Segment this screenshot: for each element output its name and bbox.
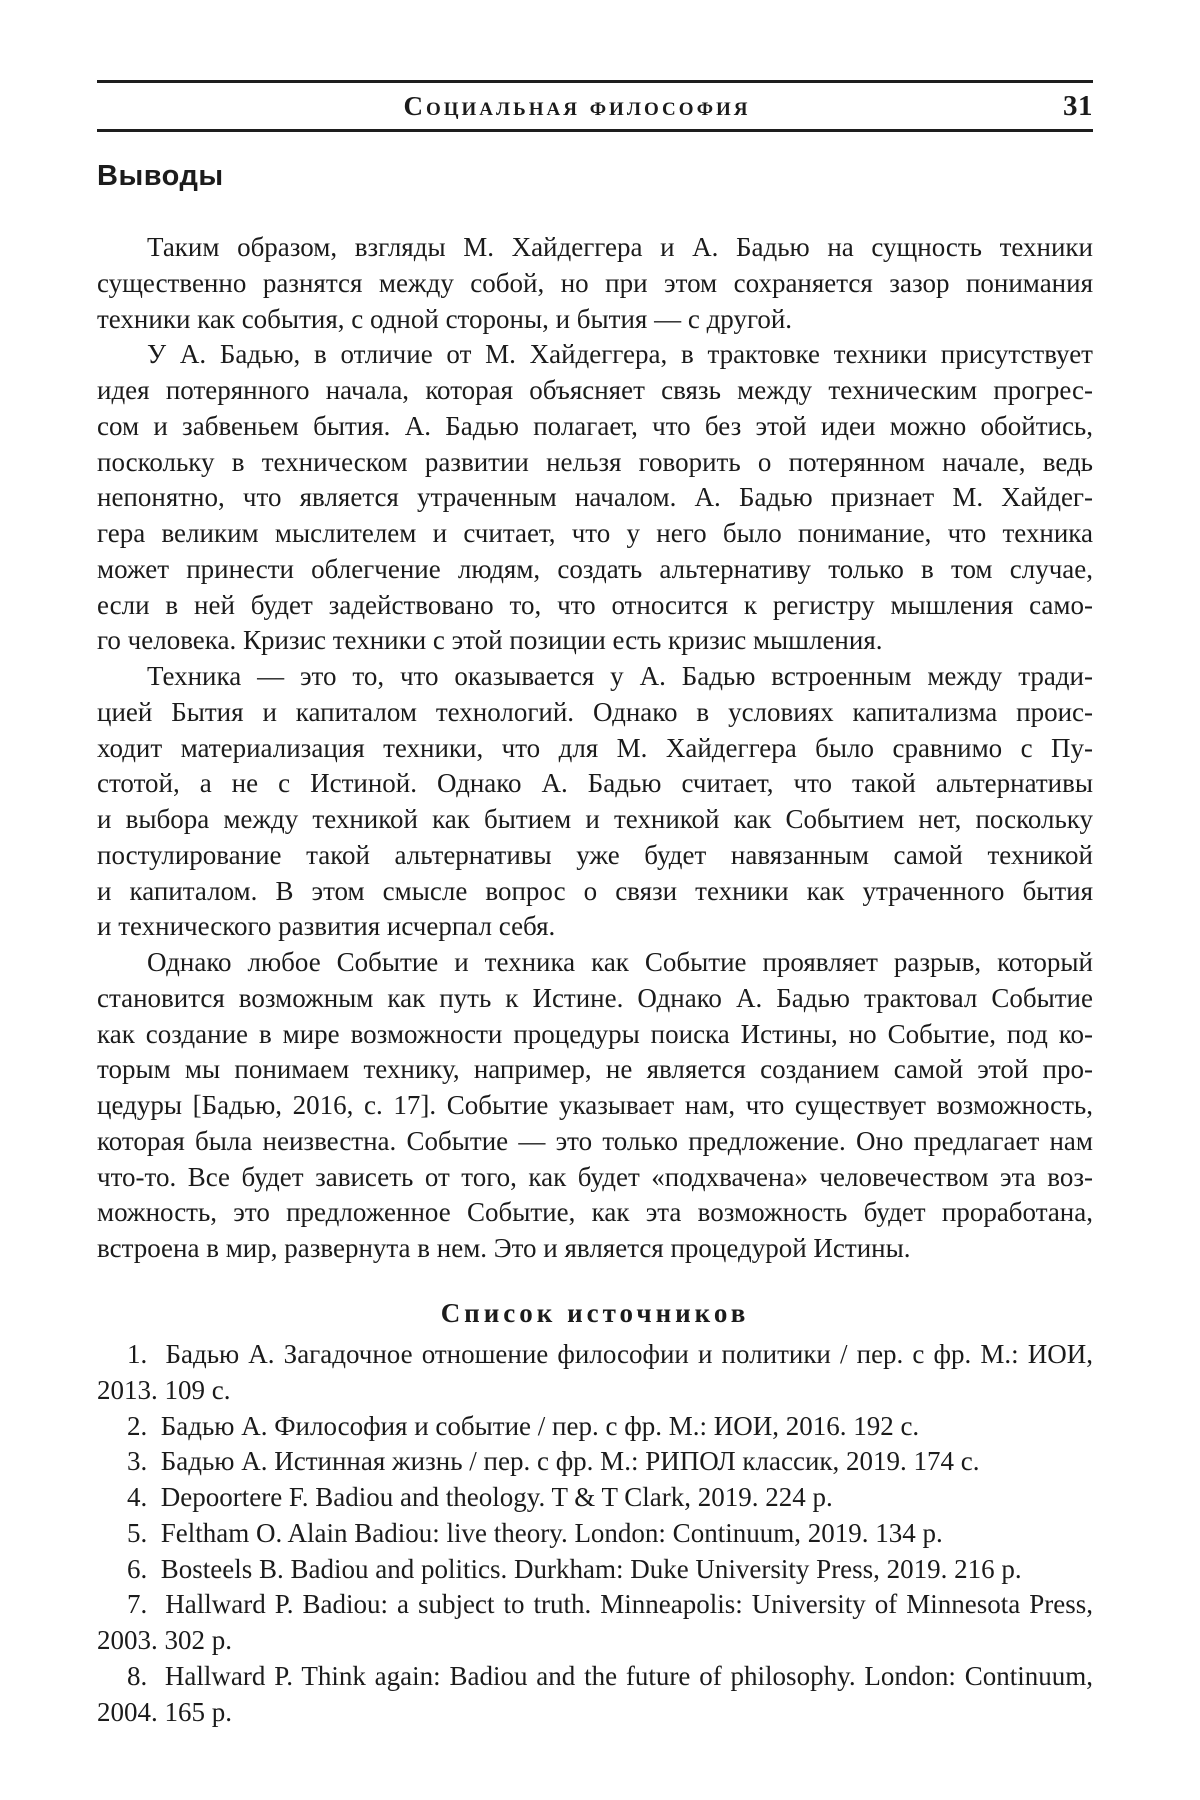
text-line: 5. Feltham O. Alain Badiou: live theory. London: Continuum, 2019. 134 p.: [127, 1517, 943, 1548]
running-head: [97, 88, 1093, 124]
text-line: существенно разнятся между собой, но при этом сохраняется зазор понимания: [97, 267, 1093, 298]
text-line: Техника — это то, что оказывается у А. Бадью встроенным между тради-: [147, 661, 1093, 691]
text-line: и технического развития исчерпал себя.: [97, 911, 556, 942]
text-line: может принести облегчение людям, создать альтернативу только в том случае,: [97, 553, 1093, 584]
text-line: У А. Бадью, в отличие от М. Хайдеггера, в трактовке техники присутствует: [147, 339, 1093, 370]
text-line: Однако любое Событие и техника как Событие проявляет разрыв, который: [147, 947, 1093, 977]
text-line: Таким образом, взгляды М. Хайдеггера и А. Бадью на сущность техники: [147, 232, 1093, 262]
text-line: если в ней будет задействовано то, что относится к регистру мышления само-: [97, 589, 1093, 620]
section-title: Социальная философия: [403, 91, 751, 121]
text-line: 1. Бадью А. Загадочное отношение философии и политики / пер. с фр. М.: ИОИ,: [127, 1339, 1093, 1369]
paragraph: [97, 230, 1093, 337]
paragraph: [97, 659, 1093, 945]
text-line: 2013. 109 с.: [97, 1374, 231, 1405]
text-line: цедуры [Бадью, 2016, с. 17]. Событие указывает нам, что существует возможность,: [97, 1090, 1093, 1120]
reference-item: [97, 1659, 1093, 1731]
text-line: 2. Бадью А. Философия и событие / пер. с фр. М.: ИОИ, 2016. 192 с.: [127, 1410, 920, 1441]
paragraph: [97, 945, 1093, 1267]
text-line: гера великим мыслителем и считает, что у него было понимание, что техника: [97, 518, 1093, 548]
reference-item: [97, 1587, 1093, 1659]
reference-item: [97, 1444, 1093, 1480]
text-line: 2004. 165 p.: [97, 1696, 232, 1727]
reference-item: [97, 1552, 1093, 1588]
page-number: 31: [1063, 90, 1093, 122]
text-line: 6. Bosteels B. Badiou and politics. Durkham: Duke University Press, 2019. 216 p.: [127, 1553, 1022, 1584]
reference-item: [97, 1516, 1093, 1552]
text-line: 7. Hallward P. Badiou: a subject to truth. Minneapolis: University of Minnesota Press,: [127, 1589, 1093, 1620]
text-line: го человека. Кризис техники с этой позиции есть кризис мышления.: [97, 625, 883, 656]
text-line: сом и забвеньем бытия. А. Бадью полагает, что без этой идеи можно обойтись,: [97, 410, 1093, 441]
header-rule-bottom: [97, 129, 1093, 132]
reference-list: [97, 1337, 1093, 1730]
header-rule-top: [97, 80, 1093, 83]
text-line: стотой, а не с Истиной. Однако А. Бадью считает, что такой альтернативы: [97, 768, 1093, 799]
text-line: которая была неизвестна. Событие — это только предложение. Оно предлагает нам: [97, 1125, 1093, 1156]
text-line: и капиталом. В этом смысле вопрос о связи техники как утраченного бытия: [97, 875, 1093, 906]
text-line: 3. Бадью А. Истинная жизнь / пер. с фр. М.: РИПОЛ классик, 2019. 174 с.: [127, 1446, 980, 1477]
text-line: цией Бытия и капиталом технологий. Однако в условиях капитализма проис-: [97, 696, 1093, 727]
text-line: идея потерянного начала, которая объясняет связь между техническим прогрес-: [97, 375, 1093, 405]
text-line: можность, это предложенное Событие, как эта возможность будет проработана,: [97, 1197, 1093, 1228]
reference-item: [97, 1409, 1093, 1445]
text-line: постулирование такой альтернативы уже будет навязанным самой техникой: [97, 839, 1093, 870]
text-line: поскольку в техническом развитии нельзя говорить о потерянном начале, ведь: [97, 446, 1093, 477]
text-line: 8. Hallward P. Think again: Badiou and the future of philosophy. London: Continuum,: [127, 1660, 1093, 1691]
text-line: как создание в мире возможности процедуры поиска Истины, но Событие, под ко-: [97, 1018, 1093, 1049]
article-body: [97, 230, 1093, 1267]
text-line: ходит материализация техники, что для М. Хайдеггера было сравнимо с Пу-: [97, 732, 1093, 763]
text-line: что-то. Все будет зависеть от того, как будет «подхвачена» человечеством эта воз-: [97, 1161, 1093, 1192]
reference-item: [97, 1337, 1093, 1409]
text-line: техники как события, с одной стороны, и бытия — с другой.: [97, 303, 793, 334]
text-line: 4. Depoortere F. Badiou and theology. T & T Clark, 2019. 224 p.: [127, 1482, 833, 1512]
paragraph: [97, 337, 1093, 659]
conclusions-heading: Выводы: [97, 160, 224, 192]
reference-item: [97, 1480, 1093, 1516]
text-line: и выбора между техникой как бытием и техникой как Событием нет, поскольку: [97, 804, 1093, 834]
text-line: 2003. 302 p.: [97, 1625, 232, 1655]
text-line: встроена в мир, развернута в нем. Это и является процедурой Истины.: [97, 1233, 911, 1263]
text-line: становится возможным как путь к Истине. Однако А. Бадью трактовал Событие: [97, 982, 1093, 1013]
text-line: непонятно, что является утраченным началом. А. Бадью признает М. Хайдег-: [97, 482, 1093, 513]
sources-heading: Список источников: [440, 1298, 750, 1328]
text-line: торым мы понимаем технику, например, не является созданием самой этой про-: [97, 1054, 1093, 1085]
